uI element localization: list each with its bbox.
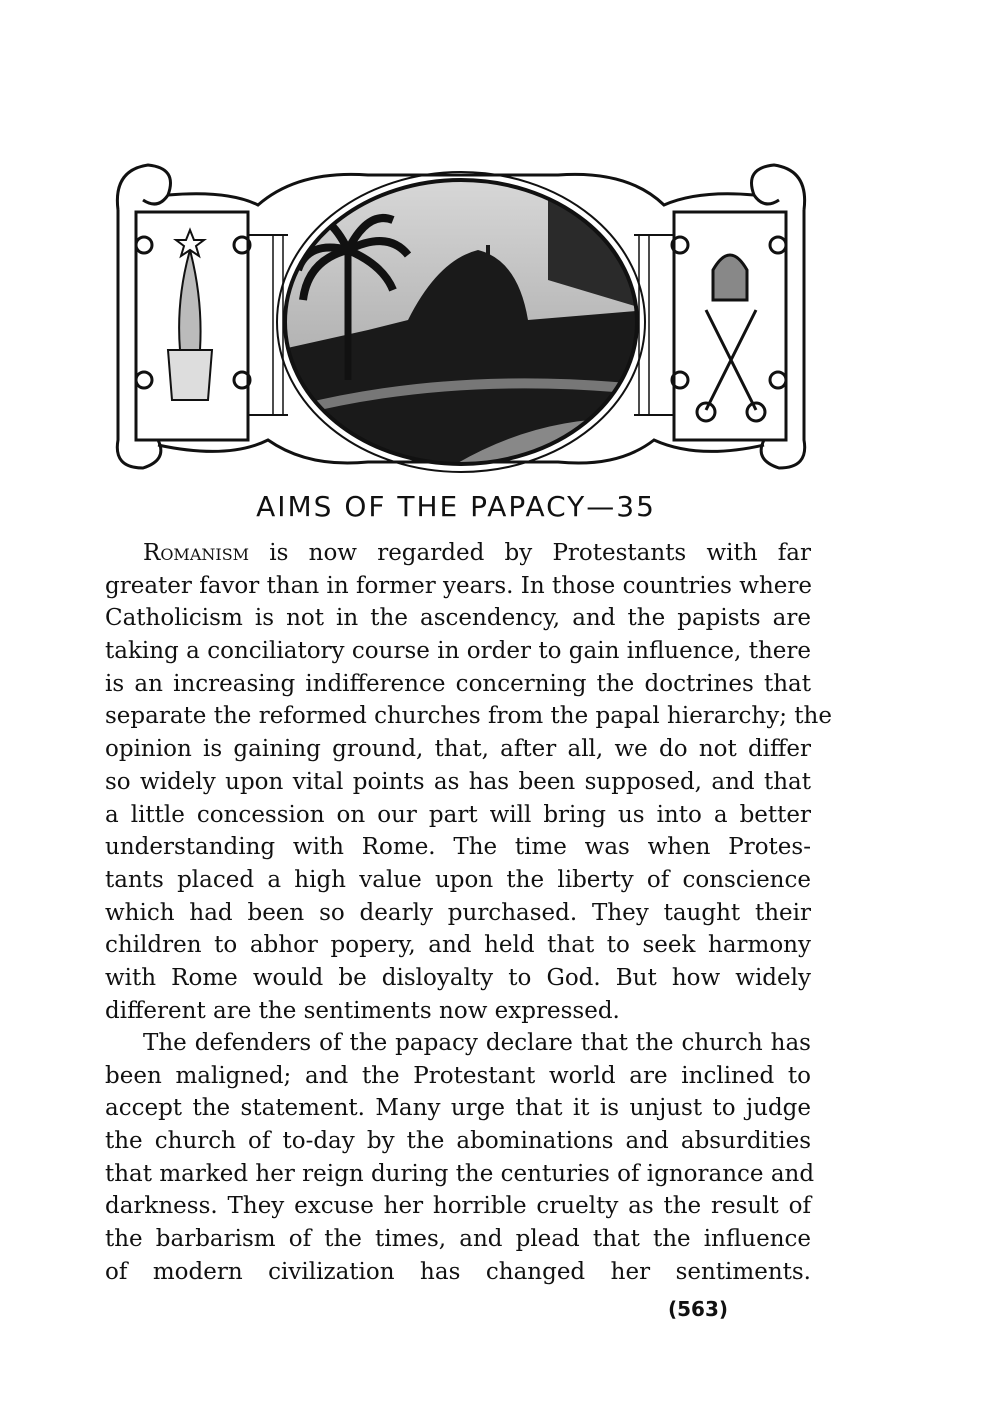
text-line: that marked her reign during the centuries of ignorance and <box>105 1160 815 1187</box>
page-number: (563) <box>668 1297 729 1321</box>
text-line: separate the reformed churches from the papal hierarchy; the <box>105 703 832 730</box>
text-line: of modern civilization has changed her sentiments. <box>105 1258 811 1285</box>
candle-emblem-icon <box>168 230 212 400</box>
chapter-heading: AIMS OF THE PAPACY—35 <box>256 490 656 523</box>
text-line: taking a conciliatory course in order to gain influence, there <box>105 638 811 665</box>
text-line: The defenders of the papacy declare that the church has <box>143 1030 811 1056</box>
lead-word: Romanism <box>143 540 250 566</box>
text-line: tants placed a high value upon the liberty of conscience <box>105 866 811 893</box>
text-line: the barbarism of the times, and plead that the influence <box>105 1226 811 1253</box>
paragraph-2 <box>105 1027 815 1289</box>
chapter-header-ornament <box>108 150 814 475</box>
text-line: children to abhor popery, and held that to seek harmony <box>105 932 811 959</box>
text-line: greater favor than in former years. In those countries where <box>105 572 812 599</box>
text-line: is an increasing indifference concerning the doctrines that <box>105 670 811 697</box>
text-line: opinion is gaining ground, that, after all, we do not differ <box>105 736 811 763</box>
text-line: which had been so dearly purchased. They taught their <box>105 899 811 926</box>
text-line: darkness. They excuse her horrible cruelty as the result of <box>105 1193 811 1220</box>
text-line: been maligned; and the Protestant world are inclined to <box>105 1062 811 1089</box>
text-line: so widely upon vital points as has been supposed, and that <box>105 768 811 795</box>
text-line: the church of to-day by the abominations and absurdities <box>105 1128 811 1155</box>
text-line: a little concession on our part will bring us into a better <box>105 801 811 828</box>
text-line: with Rome would be disloyalty to God. But how widely <box>105 964 811 991</box>
text-line: different are the sentiments now expressed. <box>105 997 620 1024</box>
papal-tiara-keys-icon <box>697 255 765 421</box>
text-line: Catholicism is not in the ascendency, and the papists are <box>105 605 811 632</box>
text-line: Romanism is now regarded by Protestants with far <box>143 540 811 566</box>
text-line: accept the statement. Many urge that it is unjust to judge <box>105 1095 811 1122</box>
text-line: understanding with Rome. The time was when Protes- <box>105 834 811 861</box>
paragraph-1 <box>105 537 832 1027</box>
